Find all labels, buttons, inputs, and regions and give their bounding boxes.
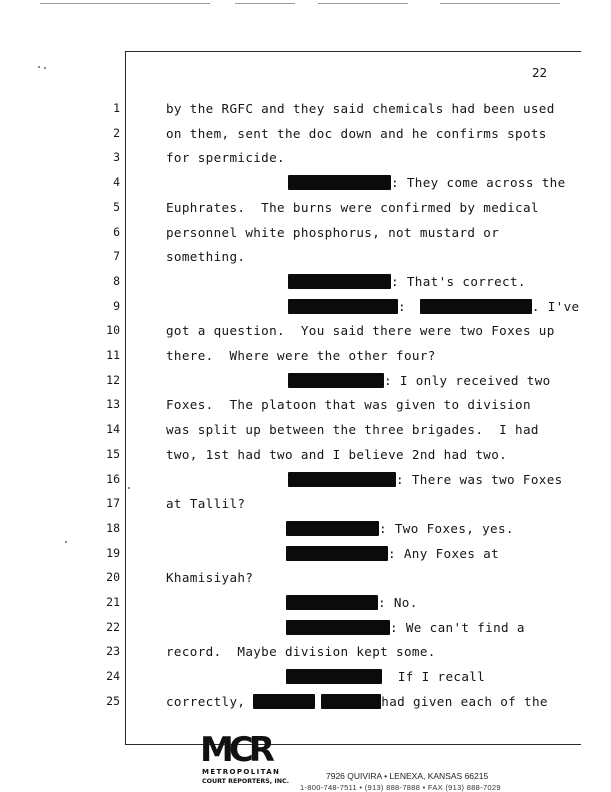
frame-left-border (125, 51, 126, 745)
redaction-box (286, 620, 390, 635)
transcript-line (166, 570, 253, 585)
transcript-line (288, 299, 579, 314)
transcript-line (166, 397, 531, 412)
logo-line-2: COURT REPORTERS, INC. (202, 778, 290, 785)
line-number: 1 (113, 101, 120, 115)
transcript-line (286, 521, 514, 536)
line-text-segment: by the RGFC and they said chemicals had been used (166, 101, 555, 116)
transcript-line (288, 373, 551, 388)
transcript-line (166, 101, 555, 116)
scan-rule (235, 3, 295, 4)
transcript-line (286, 595, 418, 610)
company-phone: 1-800-748-7511 • (913) 888-7888 • FAX (913) 888-7029 (300, 783, 501, 792)
line-text-segment: record. Maybe division kept some. (166, 644, 436, 659)
line-number: 7 (113, 249, 120, 263)
logo-mark: MCR (200, 730, 270, 770)
line-number: 9 (113, 299, 120, 313)
line-text-segment: got a question. You said there were two Foxes up (166, 323, 555, 338)
transcript-line (286, 620, 525, 635)
frame-top-border (125, 51, 581, 52)
line-text-segment: was split up between the three brigades. I had (166, 422, 539, 437)
line-number: 6 (113, 225, 120, 239)
line-number: 18 (106, 521, 120, 535)
transcript-line (166, 496, 245, 511)
line-text-segment: : I only received two (384, 373, 551, 388)
line-text-segment: two, 1st had two and I believe 2nd had two. (166, 447, 508, 462)
line-text-segment: : (398, 299, 414, 314)
line-number: 5 (113, 200, 120, 214)
transcript-line (166, 323, 555, 338)
redaction-box (286, 595, 378, 610)
transcript-line (286, 669, 485, 684)
transcript-line (166, 348, 436, 363)
redaction-box (288, 175, 391, 190)
scan-rule (40, 3, 210, 4)
transcript-line (286, 546, 499, 561)
line-number: 20 (106, 570, 120, 584)
line-text-segment: something. (166, 249, 246, 264)
scan-speck (128, 487, 130, 489)
redaction-box (288, 373, 384, 388)
page-number: 22 (532, 65, 548, 80)
redaction-box (288, 274, 391, 289)
transcript-line (166, 694, 548, 709)
transcript-line (288, 175, 566, 190)
transcript-line (166, 126, 547, 141)
transcript-line (166, 447, 507, 462)
line-text-segment: Khamisiyah? (166, 570, 254, 585)
line-number: 17 (106, 496, 120, 510)
transcript-line (288, 274, 526, 289)
line-text-segment: personnel white phosphorus, not mustard or (166, 225, 500, 240)
line-text-segment: correctly, (166, 694, 254, 709)
line-number: 19 (106, 546, 120, 560)
line-text-segment: . I've (531, 299, 580, 314)
line-text-segment: : Two Foxes, yes. (379, 521, 514, 536)
line-text-segment: If I recall (382, 669, 486, 684)
line-number: 15 (106, 447, 120, 461)
line-number: 24 (106, 669, 120, 683)
redaction-box (286, 669, 382, 684)
redaction-box (286, 521, 379, 536)
line-text-segment: at Tallil? (166, 496, 246, 511)
line-text-segment: : That's correct. (391, 274, 526, 289)
line-number: 3 (113, 150, 120, 164)
scan-rule (318, 3, 408, 4)
line-number: 16 (106, 472, 120, 486)
line-text-segment: on them, sent the doc down and he confirms spots (166, 126, 547, 141)
line-text-segment: : We can't find a (390, 620, 525, 635)
transcript-line (166, 150, 285, 165)
redaction-box (253, 694, 315, 709)
line-text-segment: Euphrates. The burns were confirmed by medical (166, 200, 539, 215)
line-number: 21 (106, 595, 120, 609)
line-number: 10 (106, 323, 120, 337)
line-text-segment: : There was two Foxes (396, 472, 563, 487)
line-text-segment: : No. (378, 595, 418, 610)
company-address: 7926 QUIVIRA • LENEXA, KANSAS 66215 (326, 771, 489, 781)
transcript-line (166, 644, 436, 659)
redaction-box (288, 299, 398, 314)
line-number: 11 (106, 348, 120, 362)
line-text-segment: had given each of the (381, 694, 548, 709)
line-number: 4 (113, 175, 120, 189)
line-text-segment: for spermicide. (166, 150, 285, 165)
line-text-segment: there. Where were the other four? (166, 348, 436, 363)
line-number: 12 (106, 373, 120, 387)
line-number: 22 (106, 620, 120, 634)
line-number: 23 (106, 644, 120, 658)
transcript-line (166, 200, 539, 215)
line-text-segment: : They come across the (391, 175, 566, 190)
scan-speck (44, 67, 46, 69)
scan-speck (65, 541, 67, 543)
transcript-line (166, 225, 499, 240)
transcript-line (288, 472, 563, 487)
redaction-box (321, 694, 381, 709)
scan-rule (440, 3, 560, 4)
line-number: 13 (106, 397, 120, 411)
transcript-line (166, 422, 539, 437)
line-text-segment: : Any Foxes at (388, 546, 500, 561)
line-number: 2 (113, 126, 120, 140)
logo-line-1: METROPOLITAN (202, 768, 281, 776)
redaction-box (420, 299, 532, 314)
redaction-box (288, 472, 396, 487)
scan-speck (38, 66, 40, 68)
line-number: 8 (113, 274, 120, 288)
redaction-box (286, 546, 388, 561)
company-logo (200, 730, 292, 791)
line-number: 25 (106, 694, 120, 708)
line-number: 14 (106, 422, 120, 436)
footer (200, 730, 580, 792)
line-text-segment: Foxes. The platoon that was given to division (166, 397, 531, 412)
transcript-line (166, 249, 245, 264)
